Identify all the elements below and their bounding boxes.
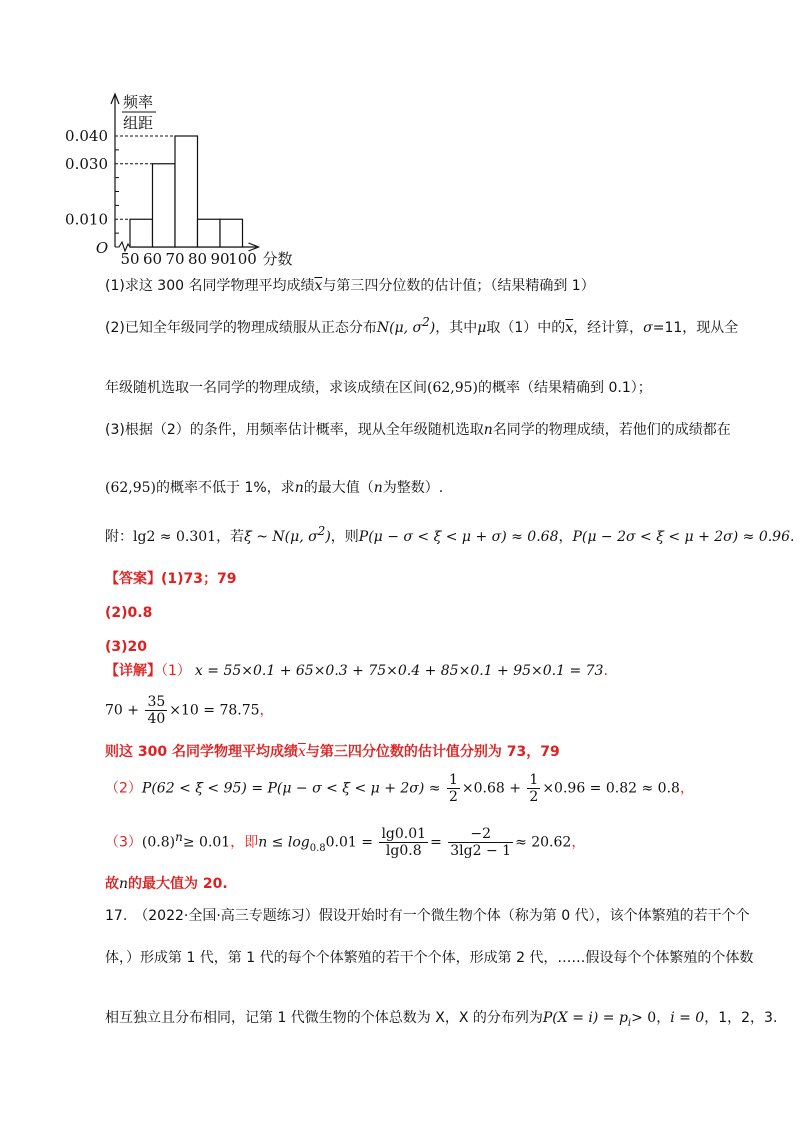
fraction-numerator: 1 (448, 772, 458, 788)
distribution-close: ) (325, 529, 331, 545)
variance-exponent: 2 (422, 315, 430, 329)
fraction-numerator: lg0.01 (381, 826, 427, 842)
fraction-denominator: 2 (448, 789, 458, 805)
fraction-denominator: 2 (529, 789, 539, 805)
y-tick-label: 0.030 (65, 154, 108, 173)
half-fraction (527, 772, 540, 805)
q1-tail: 与第三四分位数的估计值；（结果精确到 1） (322, 278, 595, 294)
normal-distribution: N(μ, σ (376, 320, 423, 336)
x-axis-label: 分数 (262, 250, 293, 268)
x-tick-label: 70 (165, 250, 185, 268)
inequality: ≥ 0.01 (182, 834, 231, 851)
log-ratio-fraction (379, 826, 428, 859)
conclusion-a: 故 (105, 876, 119, 892)
step-prefix: （2） (105, 780, 142, 797)
q17-line-2: 体，）形成第 1 代，第 1 代的每个个体繁殖的若干个个体，形成第 2 代，……假设每个个体繁殖的个体数 (105, 950, 754, 966)
prob-result: ×0.96 = 0.82 ≈ 0.8 (542, 780, 680, 797)
xbar-symbol: $\overline{x}$ (565, 320, 574, 336)
mean-formula: x = 55×0.1 + 65×0.3 + 75×0.4 + 85×0.1 + 95×0.1 = 73 (194, 663, 604, 679)
appendix-end: . (790, 529, 795, 545)
fraction-denominator: lg0.8 (385, 843, 422, 859)
step-prefix: （1） (161, 663, 191, 679)
histogram-bar (175, 136, 198, 247)
appendix-if: ，若 (216, 529, 245, 545)
n-symbol: n (294, 480, 304, 496)
prob-one-sigma: P(μ − σ < ξ < μ + σ) ≈ 0.68 (358, 529, 559, 545)
equals-sign: = (430, 834, 442, 851)
q17-line-3-c: ，1，2，3. (704, 1010, 778, 1026)
conclusion-1-b: 与第三四分位数的估计值分别为 73，79 (305, 744, 560, 760)
log-expression: n ≤ log (258, 834, 310, 851)
pmf-expression: P(X = i) = p (542, 1010, 628, 1026)
conclusion-1-a: 则这 300 名同学物理平均成绩 (105, 744, 298, 760)
quartile-pre: 70 + (105, 702, 139, 719)
n-symbol: n (373, 480, 383, 496)
answer-3: (3)20 (105, 639, 148, 655)
q2-line2-b: 的概率（结果精确到 0.1）； (478, 380, 652, 396)
pmf-positive: > 0 (631, 1010, 657, 1026)
q2-line2-a: 年级随机选取一名同学的物理成绩，求该成绩在区间 (105, 380, 427, 396)
interval: (62,95) (427, 380, 479, 396)
step-end: ， (679, 780, 694, 797)
q2-text-b: ，其中 (435, 320, 478, 336)
half-fraction (447, 772, 460, 805)
y-tick-label: 0.040 (65, 127, 108, 145)
log-base: 0.8 (309, 842, 326, 854)
fraction-denominator: 40 (147, 711, 166, 727)
q1-text: (1)求这 300 名同学物理平均成绩 (105, 278, 315, 294)
step-end: ， (571, 834, 586, 851)
y-label-bottom: 组距 (123, 114, 154, 132)
question-3-line-1 (105, 420, 731, 440)
x-tick-label: 80 (187, 250, 208, 268)
x-tick-label: 50 (120, 250, 140, 268)
fraction-numerator: −2 (448, 826, 513, 843)
question-2-line-1 (105, 315, 739, 338)
answer-line-1 (105, 569, 237, 589)
log-result: ≈ 20.62 (515, 834, 572, 851)
index-i: i = 0 (670, 1010, 705, 1026)
origin-label: O (95, 239, 109, 257)
step-end: . (603, 663, 608, 679)
y-label-top: 频率 (123, 93, 154, 111)
answer-1: (1)73；79 (161, 571, 237, 587)
question-17-line-1 (105, 906, 750, 926)
histogram-bars (130, 136, 243, 247)
detail-step-1b (105, 694, 274, 734)
q3-text-d: 的最大值（ (303, 480, 374, 496)
answer-2: (2)0.8 (105, 605, 153, 621)
sigma-symbol: σ (643, 320, 653, 336)
question-17-line-2 (105, 948, 753, 968)
xbar-symbol: $\overline{x}$ (314, 278, 323, 294)
appendix (105, 524, 795, 547)
q3-text-b: 名同学的物理成绩，若他们的成绩都在 (492, 422, 731, 438)
question-3-line-2 (105, 478, 443, 498)
question-17-line-3 (105, 1008, 777, 1030)
step-end: ， (259, 702, 274, 719)
conclusion-b: 的最大值为 20. (128, 876, 228, 892)
q2-text-d: ，经计算， (573, 320, 644, 336)
log-value: 0.01 = (325, 834, 373, 851)
detail-step-1c (105, 742, 560, 762)
fraction-numerator: 35 (147, 694, 166, 710)
xi-distribution: ξ ~ N(μ, σ (244, 529, 318, 545)
detail-step-3 (105, 826, 585, 866)
frequency-histogram (60, 88, 300, 268)
detail-conclusion (105, 874, 228, 894)
appendix-then: ，则 (330, 529, 359, 545)
fraction-denominator: 3lg2 − 1 (450, 843, 512, 859)
x-tick-label: 60 (142, 250, 163, 268)
q17-line-3-a: 相互独立且分布相同，记第 1 代微生物的个体总数为 X，X 的分布列为 (105, 1010, 543, 1026)
normal-close: ) (429, 320, 436, 336)
question-2-line-2 (105, 378, 652, 398)
step-prefix: （3） (105, 834, 142, 851)
histogram-bar (130, 219, 153, 247)
interval: (62,95) (105, 480, 157, 496)
q17-line-1: 17. （2022·全国·高三专题练习）假设开始时有一个微生物个体（称为第 0 代），该个体繁殖的若干个个 (105, 908, 750, 924)
answer-label: 【答案】 (105, 571, 161, 587)
quartile-fraction (145, 694, 167, 727)
histogram-bar (198, 219, 221, 247)
fraction-numerator: 1 (529, 772, 539, 788)
q17-comma: ， (656, 1010, 671, 1026)
appendix-comma: ， (558, 529, 573, 545)
x-tick-label: 100 (228, 250, 257, 268)
q2-text-e: =11，现从全 (652, 320, 739, 336)
n-symbol: n (119, 876, 129, 892)
q2-text-a: (2)已知全年级同学的物理成绩服从正态分布 (105, 320, 377, 336)
prob-formula: P(62 < ξ < 95) = P(μ − σ < ξ < μ + 2σ) ≈ (141, 780, 441, 797)
mu-symbol: μ (477, 320, 487, 336)
answer-line-2 (105, 603, 152, 623)
q3-text-e: 为整数）. (382, 480, 444, 496)
x-tick-label: 90 (210, 250, 230, 268)
lg2-value: lg2 ≈ 0.301 (133, 529, 217, 545)
n-symbol: n (483, 422, 493, 438)
quartile-result: ×10 = 78.75 (169, 702, 260, 719)
prob-two-sigma: P(μ − 2σ < ξ < μ + 2σ) ≈ 0.96 (572, 529, 790, 545)
appendix-label: 附： (105, 529, 133, 545)
y-tick-label: 0.010 (65, 210, 108, 229)
prob-mid: ×0.68 + (461, 780, 521, 797)
answer-line-3 (105, 637, 147, 657)
power-exponent: n (175, 829, 183, 844)
step-ie: ，即 (230, 834, 259, 851)
variance-exponent: 2 (317, 524, 326, 538)
q3-text-c: 的概率不低于 1%，求 (156, 480, 295, 496)
histogram-bar (220, 219, 243, 247)
xbar-symbol: $\overline{x}$ (297, 744, 306, 760)
question-1 (105, 276, 595, 296)
q2-text-c: 取（1）中的 (486, 320, 566, 336)
detail-label: 【详解】 (105, 663, 161, 679)
detail-step-1 (105, 661, 608, 681)
power-base: (0.8) (141, 834, 176, 851)
pmf-subscript: i (627, 1018, 632, 1029)
log-eval-fraction (448, 826, 513, 859)
q3-text-a: (3)根据（2）的条件，用频率估计概率，现从全年级随机选取 (105, 422, 484, 438)
detail-step-2 (105, 772, 694, 812)
histogram-bar (153, 164, 176, 247)
